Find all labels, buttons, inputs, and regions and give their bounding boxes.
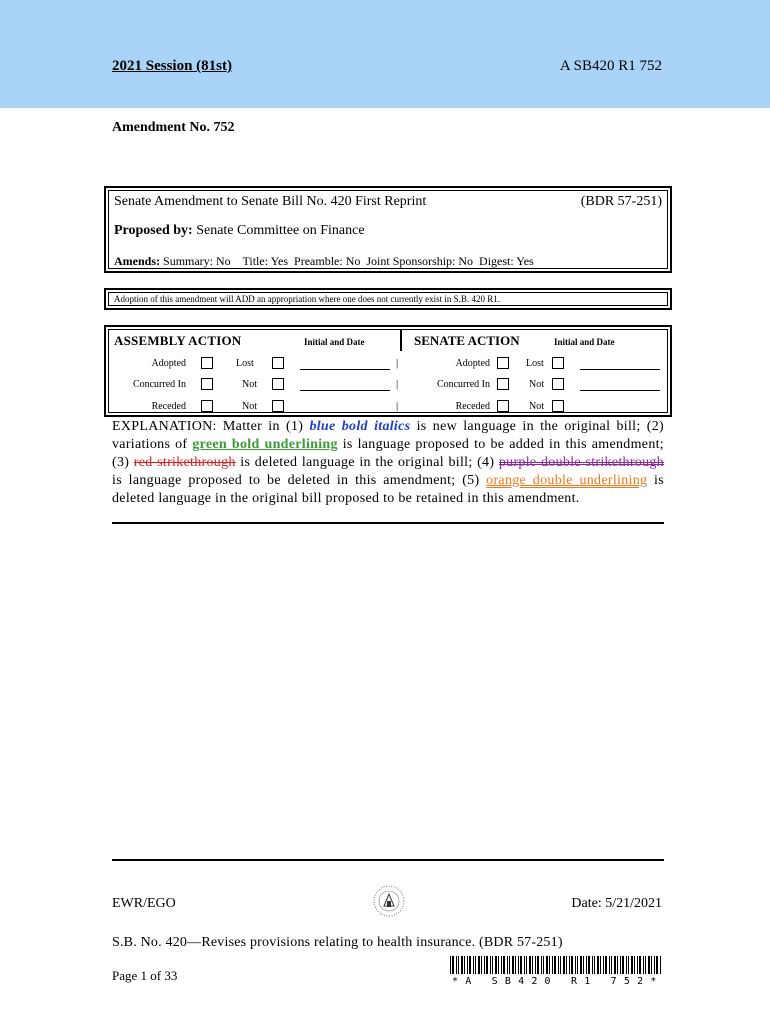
senate-not-concurred-checkbox[interactable] [552, 378, 564, 390]
assembly-initial-line [300, 369, 390, 370]
legend-green-bold-underlining: green bold underlining [192, 437, 338, 452]
senate-adopted-label: Adopted [455, 358, 490, 369]
assembly-action-title: ASSEMBLY ACTION [114, 333, 242, 348]
explanation-text: is new language in the original bill; (2) variations of [112, 419, 664, 452]
senate-initial-line [580, 369, 660, 370]
explanation-text: is language proposed to be deleted in this amendment; (5) [112, 473, 487, 488]
proposed-by-label: Proposed by: [114, 223, 193, 238]
senate-concurred-label: Concurred In [436, 379, 490, 390]
amendment-title: Senate Amendment to Senate Bill No. 420 First Reprint [114, 194, 427, 209]
legend-red-strikethrough: red strikethrough [133, 455, 236, 470]
assembly-concurred-label: Concurred In [132, 379, 186, 390]
drafter-initials: EWR/EGO [112, 896, 176, 911]
state-seal-icon [372, 884, 406, 918]
explanation-rule [112, 522, 664, 524]
header-band [0, 0, 770, 108]
assembly-not-receded-label: Not [242, 401, 257, 412]
appropriation-box [104, 288, 672, 310]
senate-not-concurred-label: Not [529, 379, 544, 390]
amendment-summary-box [104, 186, 672, 273]
action-divider [400, 329, 402, 351]
document-id: A SB420 R1 752 [559, 58, 662, 74]
assembly-adopted-label: Adopted [151, 358, 186, 369]
divider-pipe: | [396, 357, 399, 369]
bdr-number: (BDR 57-251) [580, 194, 662, 209]
assembly-initial-line [300, 412, 390, 413]
proposed-by-value: Senate Committee on Finance [196, 223, 365, 238]
senate-receded-checkbox[interactable] [497, 400, 509, 412]
legend-purple-double-strikethrough: purple double strikethrough [498, 455, 665, 470]
action-box [104, 325, 672, 417]
assembly-adopted-checkbox[interactable] [201, 357, 213, 369]
assembly-receded-label: Receded [151, 401, 186, 412]
assembly-not-receded-checkbox[interactable] [272, 400, 284, 412]
senate-initial-line [580, 390, 660, 391]
footer-rule [112, 859, 664, 861]
senate-receded-label: Receded [455, 401, 490, 412]
appropriation-note: Adoption of this amendment will ADD an appropriation where one does not currently exist in S.B. 420 R1. [114, 294, 500, 304]
senate-concurred-checkbox[interactable] [497, 378, 509, 390]
senate-lost-label: Lost [526, 358, 544, 369]
proposed-by [114, 223, 365, 239]
assembly-not-concurred-checkbox[interactable] [272, 378, 284, 390]
assembly-lost-checkbox[interactable] [272, 357, 284, 369]
legend-orange-double-underlining: orange double underlining [486, 473, 648, 488]
assembly-not-concurred-label: Not [242, 379, 257, 390]
senate-initial-line [580, 412, 660, 413]
explanation-text: is language proposed to be added in this amendment; (3) [112, 437, 664, 470]
explanation-text: is deleted language in the original bill proposed to be retained in this amendment. [112, 473, 664, 506]
amends-label: Amends: [114, 254, 161, 268]
amendment-number: Amendment No. 752 [112, 120, 235, 135]
senate-lost-checkbox[interactable] [552, 357, 564, 369]
barcode-text: *A SB420 R1 752* [452, 976, 664, 987]
senate-not-receded-label: Not [529, 401, 544, 412]
assembly-receded-checkbox[interactable] [201, 400, 213, 412]
senate-action-title: SENATE ACTION [414, 333, 520, 348]
session-label: 2021 Session (81st) [112, 58, 233, 74]
senate-not-receded-checkbox[interactable] [552, 400, 564, 412]
divider-pipe: | [396, 378, 399, 390]
divider-pipe: | [396, 400, 399, 412]
explanation-text: is deleted language in the original bill; (4) [235, 455, 499, 470]
assembly-initial-date: Initial and Date [304, 337, 365, 347]
senate-adopted-checkbox[interactable] [497, 357, 509, 369]
senate-initial-date: Initial and Date [554, 337, 615, 347]
amends-value: Summary: No Title: Yes Preamble: No Joint Sponsorship: No Digest: Yes [163, 254, 534, 268]
amendment-date: Date: 5/21/2021 [571, 896, 662, 911]
amends-line [114, 254, 534, 269]
page-number: Page 1 of 33 [112, 968, 178, 983]
assembly-initial-line [300, 390, 390, 391]
bill-description: S.B. No. 420—Revises provisions relating to health insurance. (BDR 57-251) [112, 935, 563, 950]
assembly-lost-label: Lost [236, 358, 254, 369]
legend-blue-bold-italics: blue bold italics [309, 419, 411, 434]
explanation-text: EXPLANATION: Matter in (1) [112, 419, 310, 434]
assembly-concurred-checkbox[interactable] [201, 378, 213, 390]
explanation-paragraph [112, 418, 664, 508]
